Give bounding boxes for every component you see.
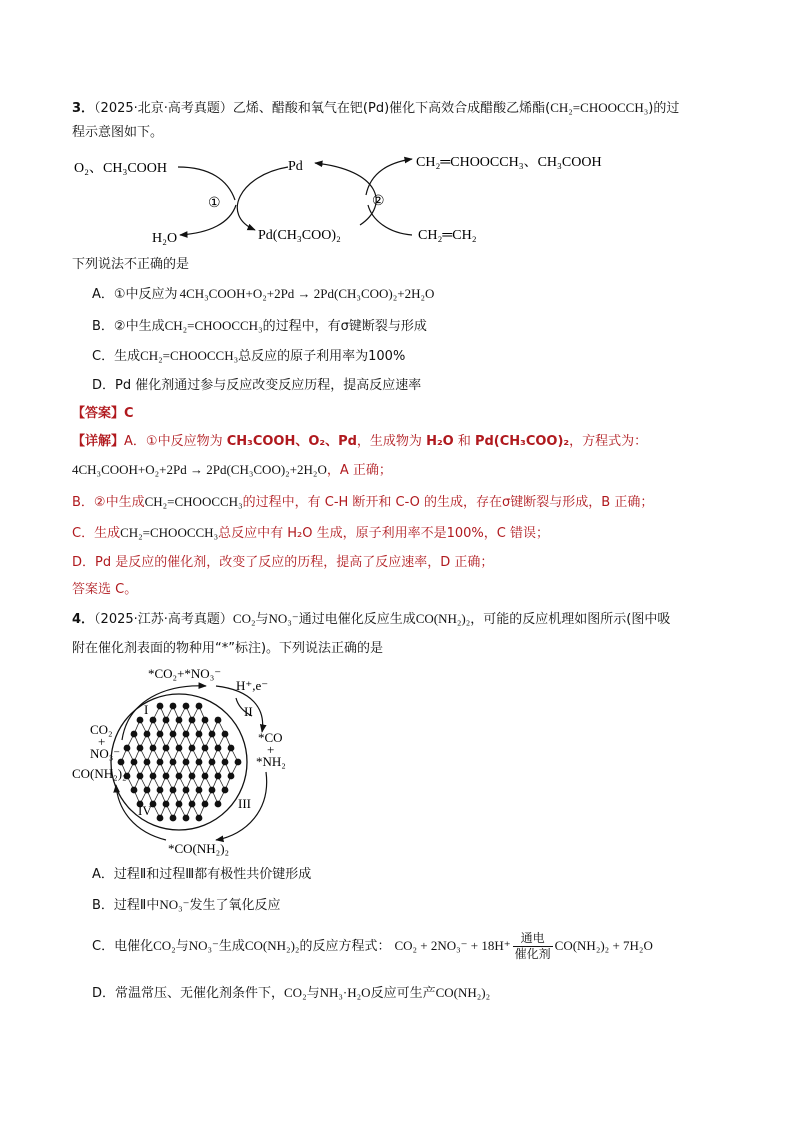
lattice-atom [222, 759, 229, 766]
q3-products-label: CH₂═CHOOCCH₃、CH₃COOH [416, 155, 602, 170]
lattice-atom [144, 731, 151, 738]
q4-step-II: II [244, 704, 253, 719]
lattice-atom [157, 703, 164, 710]
q4-left-plus: + [98, 734, 106, 749]
q3-option-a-text: ①中反应为 [113, 287, 178, 302]
lattice-atom [228, 773, 235, 780]
lattice-atom [183, 759, 190, 766]
q3-option-a-label: A． [92, 287, 114, 302]
q3-detail-b-text: B．②中生成 [72, 495, 145, 510]
q4-condition-electrolysis: 通电 [513, 931, 553, 947]
lattice-atom [137, 773, 144, 780]
q4-stem-nitrate: NO₃⁻ [268, 611, 299, 626]
q3-pd-acetate-label: Pd(CH₃COO)₂ [258, 228, 341, 243]
q3-option-c-text: 生成 [114, 349, 141, 364]
q3-option-d-label: D． [92, 378, 116, 393]
q3-stem-formula: CH₂=CHOOCCH₃ [550, 100, 649, 115]
q4-top-species: *CO₂+*NO₃⁻ [148, 666, 222, 681]
lattice-atom [131, 759, 138, 766]
q3-detail-b-formula: CH₂=CHOOCCH₃ [144, 494, 243, 509]
lattice-atom [150, 773, 157, 780]
q3-detail-c-text: C．生成 [72, 526, 121, 541]
q3-detail-a-text: A．①中反应物为 [124, 434, 227, 449]
q4-option-d-text: D．常温常压、无催化剂条件下， [92, 986, 285, 1001]
q3-question: 下列说法不正确的是 [72, 257, 190, 272]
q3-number: 3． [72, 101, 95, 116]
lattice-atom [196, 787, 203, 794]
q3-answer [72, 405, 134, 423]
q4-number: 4． [72, 612, 95, 627]
q4-step-III: III [238, 796, 251, 811]
lattice-atom [183, 731, 190, 738]
q4-bottom-species: *CO(NH₂)₂ [168, 841, 230, 856]
lattice-atom [131, 787, 138, 794]
lattice-atom [202, 773, 209, 780]
q3-step2-label: ② [372, 194, 385, 209]
q3-option-b-text-end: 的过程中，有σ键断裂与形成 [262, 319, 427, 334]
q3-option-c-text-end: 总反应的原子利用率为100% [238, 349, 406, 364]
q4-option-d-produce: 反应可生产 [370, 986, 436, 1001]
q4-source: （2025·江苏·高考真题） [94, 612, 233, 627]
q3-detail-c-text-end: 总反应中有 H₂O 生成，原子利用率不是100%，C 错误； [218, 526, 549, 541]
lattice-atom [209, 759, 216, 766]
lattice-atom [170, 759, 177, 766]
q3-option-a-equation: 4CH₃COOH+O₂+2Pd → 2Pd(CH₃COO)₂+2H₂O [179, 286, 435, 301]
lattice-atom [157, 731, 164, 738]
q3-stem-text: 乙烯、醋酸和氧气在钯(Pd)催化下高效合成醋酸乙烯酯( [232, 101, 551, 116]
q4-stem-and: 与 [255, 612, 269, 627]
q3-detail-d: D．Pd 是反应的催化剂，改变了反应的历程，提高了反应速率，D 正确； [72, 555, 494, 570]
q4-mechanism-diagram [66, 660, 306, 860]
lattice-atom [144, 759, 151, 766]
lattice-atom [189, 801, 196, 808]
lattice-atom [170, 703, 177, 710]
q3-option-d-text: Pd 催化剂通过参与反应改变反应历程，提高反应速率 [115, 378, 422, 393]
q4-option-b-text: B．过程Ⅱ中 [92, 898, 160, 913]
q4-option-d [92, 984, 490, 1003]
lattice-atom [196, 703, 203, 710]
q4-stem-text-end: ，可能的反应机理如图所示(图中吸 [470, 612, 671, 627]
q3-option-b-formula: CH₂=CHOOCCH₃ [164, 318, 263, 333]
lattice-atom [176, 773, 183, 780]
q4-option-c [92, 930, 653, 963]
q3-option-b [92, 317, 427, 336]
q3-option-b-text: ②中生成 [113, 319, 165, 334]
q3-conclusion: 答案选 C。 [72, 582, 138, 597]
q4-stem-urea: CO(NH₂)₂ [415, 611, 471, 626]
q3-detail-a-equation: 4CH₃COOH+O₂+2Pd → 2Pd(CH₃COO)₂+2H₂O [72, 462, 327, 477]
q4-stem-line1 [72, 610, 670, 629]
lattice-atom [196, 815, 203, 822]
lattice-atom [189, 773, 196, 780]
q3-step1-arc [237, 167, 288, 230]
q4-condition-catalyst: 催化剂 [514, 947, 551, 961]
q4-option-c-co2: CO₂ [153, 938, 176, 953]
q4-proton-electron: H⁺,e⁻ [236, 678, 269, 693]
q3-detail-a [72, 433, 647, 451]
lattice-atom [176, 745, 183, 752]
q3-water-label: H₂O [152, 231, 178, 246]
lattice-atom [157, 815, 164, 822]
lattice-atom [157, 759, 164, 766]
lattice-atom [176, 717, 183, 724]
lattice-atom [150, 717, 157, 724]
q3-stem-line2 [72, 124, 163, 142]
q3-reactant-in-arrow [178, 167, 235, 200]
lattice-atom [150, 745, 157, 752]
q4-option-b-text-end: 发生了氧化反应 [189, 898, 281, 913]
q3-answer-label: 【答案】 [72, 406, 125, 421]
q4-left-co2: CO₂ [90, 722, 113, 737]
lattice-atom [183, 703, 190, 710]
q4-stem-text: 通过电催化反应生成 [298, 612, 416, 627]
lattice-atom [215, 801, 222, 808]
q4-stem-line2: 附在催化剂表面的物种用“*”标注)。下列说法正确的是 [72, 641, 384, 656]
lattice-atom [163, 717, 170, 724]
lattice-atom [209, 731, 216, 738]
q3-stem-text-2: 程示意图如下。 [72, 125, 164, 140]
q3-catalytic-cycle-diagram [60, 145, 660, 250]
lattice-atom [215, 717, 222, 724]
lattice-atom [189, 717, 196, 724]
q4-option-d-co2: CO₂ [284, 985, 307, 1000]
q4-option-d-ammonia: NH₃·H₂O [319, 985, 371, 1000]
q4-option-c-urea: CO(NH₂)₂ [244, 938, 300, 953]
q3-reactants-label: O₂、CH₃COOH [74, 161, 167, 176]
q4-option-c-equation-left: CO₂ + 2NO₃⁻ + 18H⁺ [394, 938, 511, 953]
lattice-atom [137, 745, 144, 752]
lattice-atom [163, 801, 170, 808]
lattice-atom [215, 773, 222, 780]
q3-detail-a-verdict: ，A 正确； [326, 463, 392, 478]
q4-option-c-nitrate: NO₃⁻ [188, 938, 219, 953]
lattice-atom [170, 815, 177, 822]
q4-option-b-formula: NO₃⁻ [159, 897, 190, 912]
q4-option-a: A．过程Ⅱ和过程Ⅲ都有极性共价键形成 [92, 867, 312, 882]
q4-step-I: I [144, 702, 149, 717]
q3-source: （2025·北京·高考真题） [94, 101, 233, 116]
lattice-atom [137, 717, 144, 724]
q3-option-d [92, 377, 421, 395]
q4-option-d-and: 与 [306, 986, 320, 1001]
q3-step1-label: ① [208, 196, 221, 211]
q4-right-nh2: *NH₂ [256, 754, 286, 769]
q3-stem-text-end: )的过 [648, 101, 680, 116]
lattice-atom [131, 731, 138, 738]
lattice-atom [222, 731, 229, 738]
q3-detail-c [72, 524, 549, 543]
lattice-atom [202, 717, 209, 724]
lattice-atom [202, 745, 209, 752]
q3-option-b-label: B． [92, 319, 114, 334]
lattice-atom [183, 787, 190, 794]
lattice-atom [163, 773, 170, 780]
q4-right-plus: + [267, 742, 275, 757]
q4-step-IV: IV [138, 803, 152, 818]
q3-step2-arc [315, 163, 376, 225]
q3-answer-value: C [124, 406, 134, 421]
q3-stem-line1 [72, 99, 679, 118]
q3-detail-a-equation-line [72, 461, 392, 480]
lattice-atom [157, 787, 164, 794]
lattice-atom [163, 745, 170, 752]
q3-detail-label: 【详解】 [72, 434, 125, 449]
q3-option-c [92, 347, 405, 366]
q3-detail-a-pd-acetate: Pd(CH₃COO)₂ [474, 434, 570, 449]
q3-detail-b-text-end: 的过程中，有 C-H 断开和 C-O 的生成，存在σ键断裂与形成，B 正确； [242, 495, 654, 510]
lattice-atom [222, 787, 229, 794]
q4-option-c-and: 与 [175, 939, 189, 954]
q3-option-c-formula: CH₂=CHOOCCH₃ [140, 348, 239, 363]
lattice-atom [202, 801, 209, 808]
q3-option-c-label: C． [92, 349, 115, 364]
q4-left-urea: CO(NH₂)₂ [72, 766, 127, 781]
lattice-atom [196, 759, 203, 766]
lattice-atom [144, 787, 151, 794]
q3-ethylene-label: CH₂═CH₂ [418, 228, 477, 243]
q3-detail-a-text-4: ，方程式为： [569, 434, 648, 449]
q3-pd-label: Pd [288, 159, 303, 174]
lattice-atom [189, 745, 196, 752]
q4-option-d-urea: CO(NH₂)₂ [435, 985, 491, 1000]
lattice-atom [124, 745, 131, 752]
lattice-atom [183, 815, 190, 822]
q4-left-nitrate: NO₃⁻ [90, 746, 121, 761]
q3-detail-b [72, 493, 653, 512]
lattice-atom [228, 745, 235, 752]
q3-detail-c-formula: CH₂=CHOOCCH₃ [120, 525, 219, 540]
q4-option-c-produce: 生成 [218, 939, 245, 954]
q3-option-a [92, 285, 434, 304]
q4-stem-co2: CO₂ [232, 611, 256, 626]
lattice-atom [209, 787, 216, 794]
q3-detail-a-text-3: 和 [453, 434, 475, 449]
q3-detail-a-text-2: ，生成物为 [356, 434, 427, 449]
lattice-atom [170, 731, 177, 738]
q4-right-co: *CO [258, 730, 283, 745]
q4-option-c-text-end: 的反应方程式： [299, 939, 391, 954]
lattice-atom [215, 745, 222, 752]
q4-option-c-text: C．电催化 [92, 939, 154, 954]
q4-option-c-equation-right: CO(NH₂)₂ + 7H₂O [554, 938, 653, 953]
q4-option-b [92, 896, 281, 915]
lattice-atom [235, 759, 242, 766]
lattice-atom [196, 731, 203, 738]
q4-option-c-condition [513, 931, 553, 962]
q3-detail-a-reactants: CH₃COOH、O₂、Pd [226, 434, 357, 449]
lattice-atom [170, 787, 177, 794]
lattice-atom [176, 801, 183, 808]
q3-detail-a-water: H₂O [426, 434, 454, 449]
